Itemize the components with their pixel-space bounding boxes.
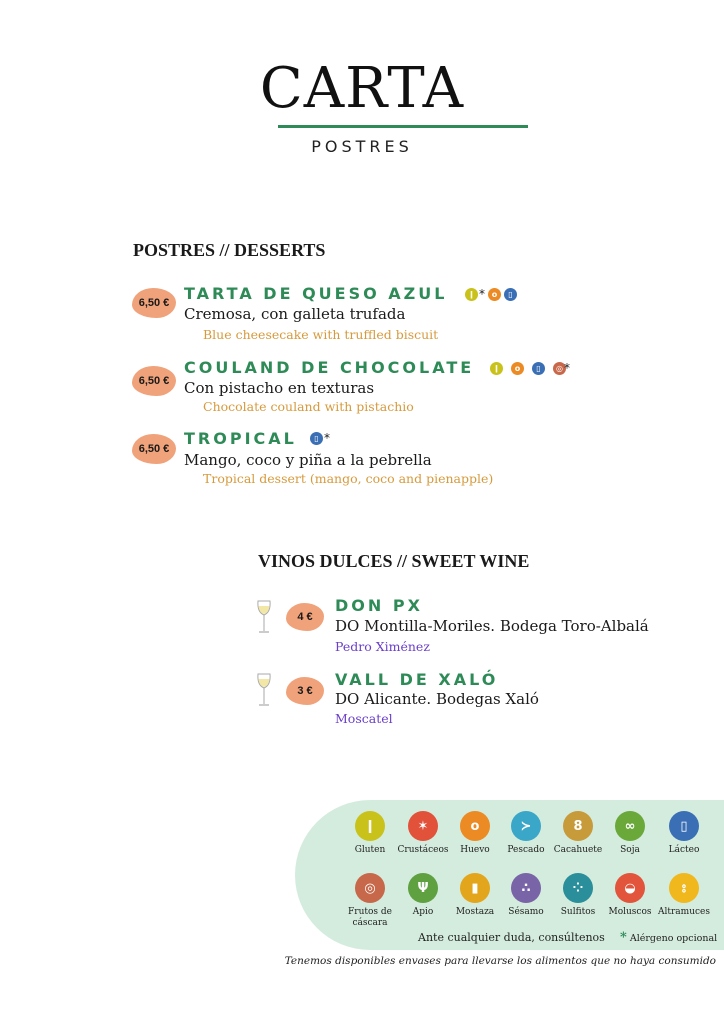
gluten-icon: ǀ (465, 288, 478, 301)
crab-icon: ✶ (408, 811, 438, 841)
item-description: Con pistacho en texturas (184, 379, 375, 397)
fish-icon: ≻ (511, 811, 541, 841)
legend-item-apio: Ψ Apio (393, 873, 453, 918)
item-allergens (490, 361, 570, 375)
item-name: TROPICAL (184, 429, 297, 448)
item-description: DO Alicante. Bodegas Xaló (335, 690, 539, 708)
celery-icon: Ψ (408, 873, 438, 903)
item-description: Mango, coco y piña a la pebrella (184, 451, 432, 469)
page-subtitle: POSTRES (311, 137, 413, 156)
egg-icon: o (460, 811, 490, 841)
shell-icon: ◒ (615, 873, 645, 903)
page-title: CARTA (259, 56, 465, 121)
sesame-icon: ∴ (511, 873, 541, 903)
legend-item-altramuces: ⦂ Altramuces (654, 873, 714, 918)
wines-section-title: VINOS DULCES // SWEET WINE (258, 551, 530, 571)
legend-item-huevo: o Huevo (445, 811, 505, 856)
soy-icon: ∞ (615, 811, 645, 841)
lupin-icon: ⦂ (669, 873, 699, 903)
legend-item-mostaza: ▮ Mostaza (445, 873, 505, 918)
mustard-icon: ▮ (460, 873, 490, 903)
item-description: Cremosa, con galleta trufada (184, 305, 406, 323)
item-allergens (465, 287, 517, 301)
wheat-icon: ǀ (355, 811, 385, 841)
price-badge: 6,50 € (132, 434, 176, 464)
peanut-icon: 8 (563, 811, 593, 841)
legend-item-cacahuete: 8 Cacahuete (548, 811, 608, 856)
price-badge: 3 € (286, 677, 324, 705)
item-name: TARTA DE QUESO AZUL (184, 284, 448, 303)
egg-icon: o (488, 288, 501, 301)
price-badge: 4 € (286, 603, 324, 631)
legend-item-gluten: ǀ Gluten (340, 811, 400, 856)
legend-item-sesamo: ∴ Sésamo (496, 873, 556, 918)
price-badge: 6,50 € (132, 288, 176, 318)
wine-glass-icon (255, 673, 273, 707)
wine-grape: Pedro Ximénez (335, 639, 430, 654)
legend-item-lacteo: ▯ Lácteo (654, 811, 714, 856)
nut-icon: ◎ (553, 362, 566, 375)
wine-grape: Moscatel (335, 711, 393, 726)
item-english-description: Chocolate couland with pistachio (203, 399, 414, 414)
item-description: DO Montilla-Moriles. Bodega Toro-Albalá (335, 617, 649, 635)
nut-icon: ◎ (355, 873, 385, 903)
optional-marker: * (479, 287, 485, 301)
milk-icon: ▯ (669, 811, 699, 841)
legend-item-moluscos: ◒ Moluscos (600, 873, 660, 918)
milk-icon: ▯ (504, 288, 517, 301)
legend-item-frutos-de-cascara: ◎ Frutos de cáscara (340, 873, 400, 929)
item-english-description: Blue cheesecake with truffled biscuit (203, 327, 439, 342)
legend-optional-key: * Alérgeno opcional (620, 930, 718, 945)
milk-icon: ▯ (310, 432, 323, 445)
wine-glass-icon (255, 600, 273, 634)
egg-icon: o (511, 362, 524, 375)
legend-note: Ante cualquier duda, consúltenos (418, 931, 605, 944)
optional-asterisk-icon: * (620, 930, 627, 945)
gluten-icon: ǀ (490, 362, 503, 375)
title-divider (278, 125, 528, 128)
desserts-section-title: POSTRES // DESSERTS (133, 240, 326, 260)
legend-item-crustaceos: ✶ Crustáceos (393, 811, 453, 856)
legend-item-pescado: ≻ Pescado (496, 811, 556, 856)
milk-icon: ▯ (532, 362, 545, 375)
item-allergens (310, 431, 330, 445)
item-name: VALL DE XALÓ (335, 670, 499, 689)
optional-marker: * (324, 431, 330, 445)
item-name: DON PX (335, 596, 423, 615)
item-english-description: Tropical dessert (mango, coco and pienapple) (203, 471, 494, 486)
legend-item-sulfitos: ⁘ Sulfitos (548, 873, 608, 918)
legend-item-soja: ∞ Soja (600, 811, 660, 856)
takeaway-note: Tenemos disponibles envases para llevarse los alimentos que no haya consumido (284, 955, 716, 967)
item-name: COULAND DE CHOCOLATE (184, 358, 475, 377)
price-badge: 6,50 € (132, 366, 176, 396)
sulphite-icon: ⁘ (563, 873, 593, 903)
optional-marker: * (564, 361, 570, 375)
